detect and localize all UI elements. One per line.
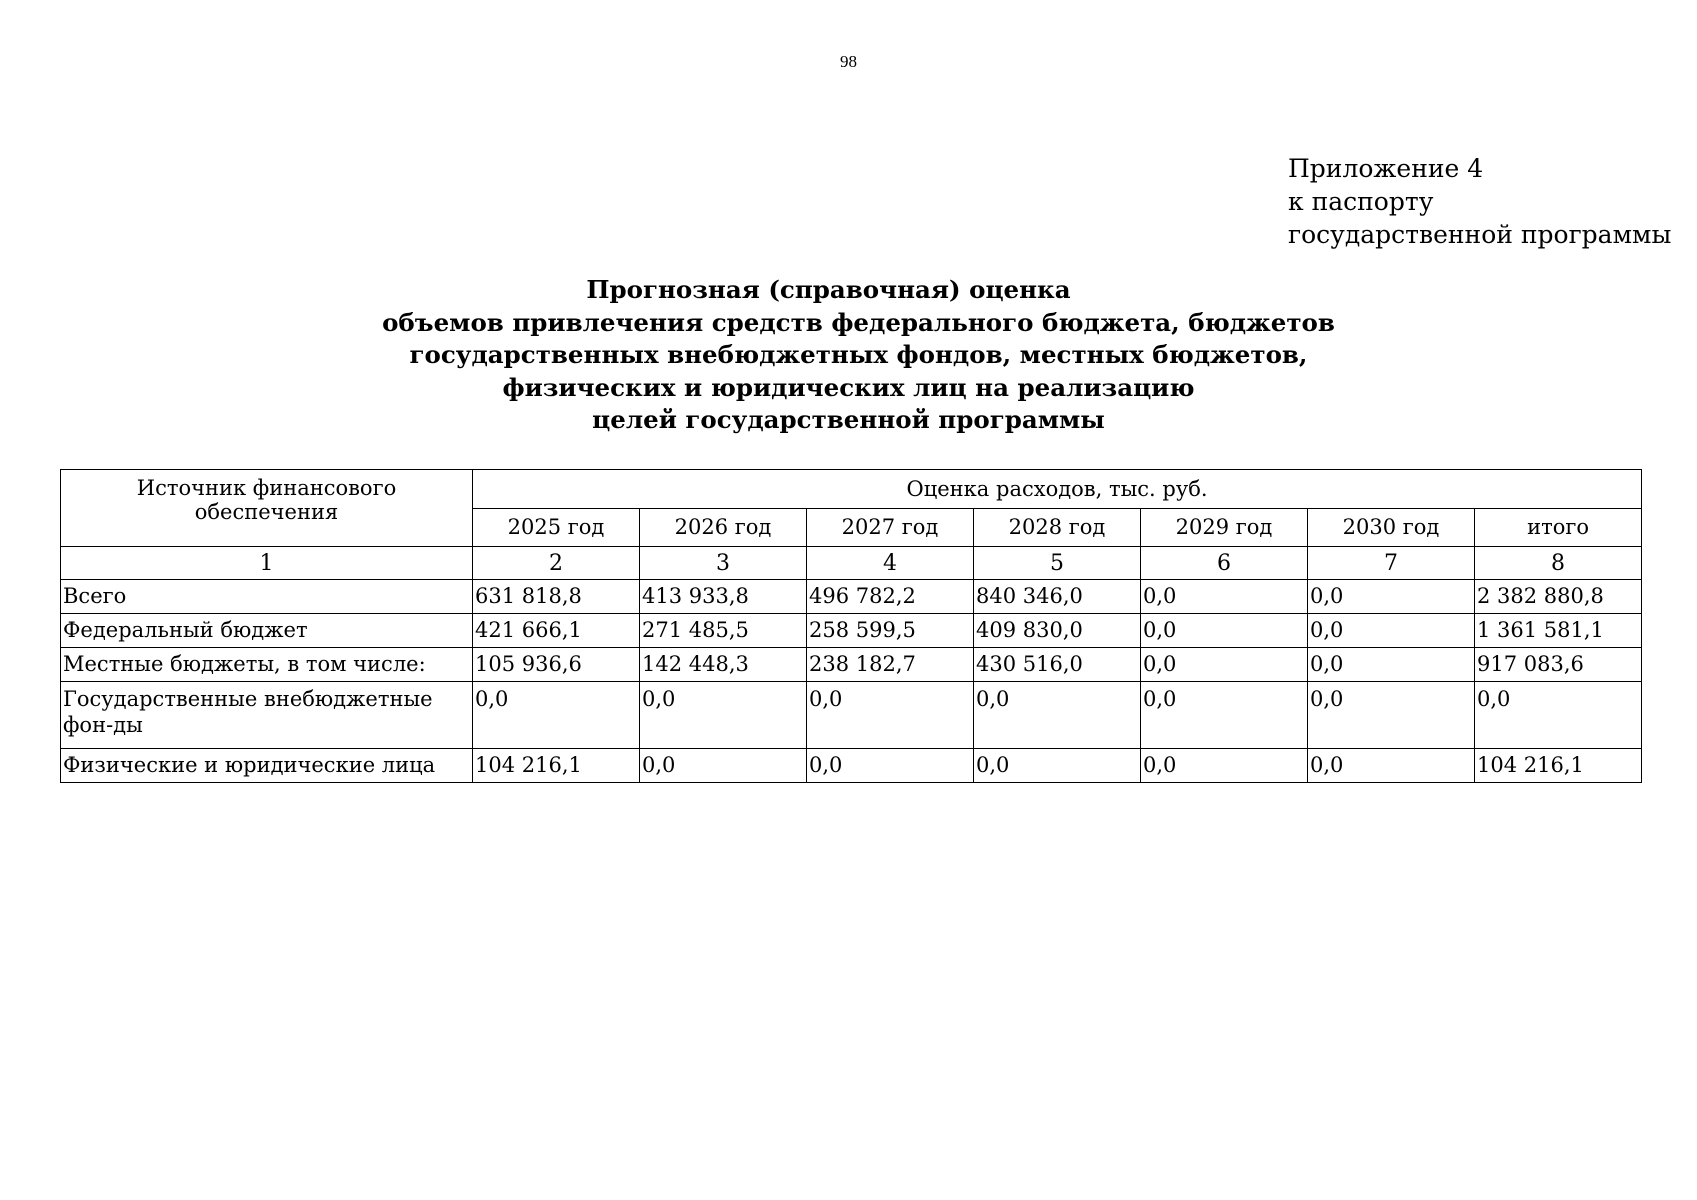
year-header: 2028 год (974, 508, 1141, 547)
table-cell: 840 346,0 (974, 580, 1141, 614)
table-cell: 0,0 (1475, 682, 1642, 749)
source-header: Источник финансового обеспечения (61, 470, 473, 547)
table-cell: 0,0 (640, 682, 807, 749)
table-row (61, 580, 1642, 614)
year-header: 2026 год (640, 508, 807, 547)
column-number: 6 (1141, 547, 1308, 580)
table-cell: 0,0 (807, 749, 974, 783)
table-cell: 0,0 (974, 749, 1141, 783)
column-number: 5 (974, 547, 1141, 580)
expense-estimate-header: Оценка расходов, тыс. руб. (473, 470, 1642, 509)
page-number: 98 (840, 52, 857, 71)
table-cell: 0,0 (640, 749, 807, 783)
financing-table (60, 469, 1642, 783)
table-cell: 0,0 (1141, 648, 1308, 682)
table-cell: 2 382 880,8 (1475, 580, 1642, 614)
table-row (61, 648, 1642, 682)
appendix-note (1288, 152, 1671, 251)
table-cell: 0,0 (1141, 614, 1308, 648)
title-line-3: государственных внебюджетных фондов, местных бюджетов, (409, 340, 1308, 369)
row-label: Физические и юридические лица (61, 749, 473, 783)
title-line-4: физических и юридических лиц на реализацию (502, 372, 1195, 402)
table-cell: 105 936,6 (473, 648, 640, 682)
column-number: 7 (1308, 547, 1475, 580)
year-header: 2029 год (1141, 508, 1308, 547)
table-cell: 142 448,3 (640, 648, 807, 682)
column-number: 4 (807, 547, 974, 580)
table-cell: 413 933,8 (640, 580, 807, 614)
table-cell: 238 182,7 (807, 648, 974, 682)
table-cell: 0,0 (807, 682, 974, 749)
row-label: Местные бюджеты, в том числе: (61, 648, 473, 682)
table-cell: 0,0 (1308, 614, 1475, 648)
row-label: Государственные внебюджетные фон-ды (61, 682, 473, 749)
table-cell: 104 216,1 (473, 749, 640, 783)
table-cell: 0,0 (974, 682, 1141, 749)
table-cell: 631 818,8 (473, 580, 640, 614)
table-row (61, 682, 1642, 749)
title-line-2: объемов привлечения средств федерального бюджета, бюджетов (382, 307, 1335, 337)
table-row (61, 614, 1642, 648)
table-cell: 271 485,5 (640, 614, 807, 648)
table-cell: 917 083,6 (1475, 648, 1642, 682)
table-cell: 409 830,0 (974, 614, 1141, 648)
appendix-line-2: к паспорту (1288, 187, 1434, 216)
year-header: 2025 год (473, 508, 640, 547)
table-cell: 0,0 (1308, 648, 1475, 682)
table-cell: 0,0 (1308, 682, 1475, 749)
table-cell: 0,0 (473, 682, 640, 749)
column-number: 3 (640, 547, 807, 580)
table-cell: 430 516,0 (974, 648, 1141, 682)
table-cell: 0,0 (1141, 749, 1308, 783)
column-number: 2 (473, 547, 640, 580)
table-cell: 496 782,2 (807, 580, 974, 614)
appendix-line-3: государственной программы (1288, 220, 1672, 249)
table-cell: 0,0 (1308, 749, 1475, 783)
table-cell: 0,0 (1308, 580, 1475, 614)
row-label: Всего (61, 580, 473, 614)
table-cell: 421 666,1 (473, 614, 640, 648)
row-label: Федеральный бюджет (61, 614, 473, 648)
total-header: итого (1475, 508, 1642, 547)
title-line-1: Прогнозная (справочная) оценка (586, 275, 1071, 304)
appendix-line-1: Приложение 4 (1288, 154, 1484, 183)
table-cell: 1 361 581,1 (1475, 614, 1642, 648)
column-number: 1 (61, 547, 473, 580)
title-line-5: целей государственной программы (592, 405, 1105, 434)
table-row (61, 749, 1642, 783)
year-header: 2027 год (807, 508, 974, 547)
table-cell: 104 216,1 (1475, 749, 1642, 783)
table-cell: 0,0 (1141, 580, 1308, 614)
table-cell: 0,0 (1141, 682, 1308, 749)
year-header: 2030 год (1308, 508, 1475, 547)
table-cell: 258 599,5 (807, 614, 974, 648)
document-title (0, 274, 1697, 437)
column-number: 8 (1475, 547, 1642, 580)
